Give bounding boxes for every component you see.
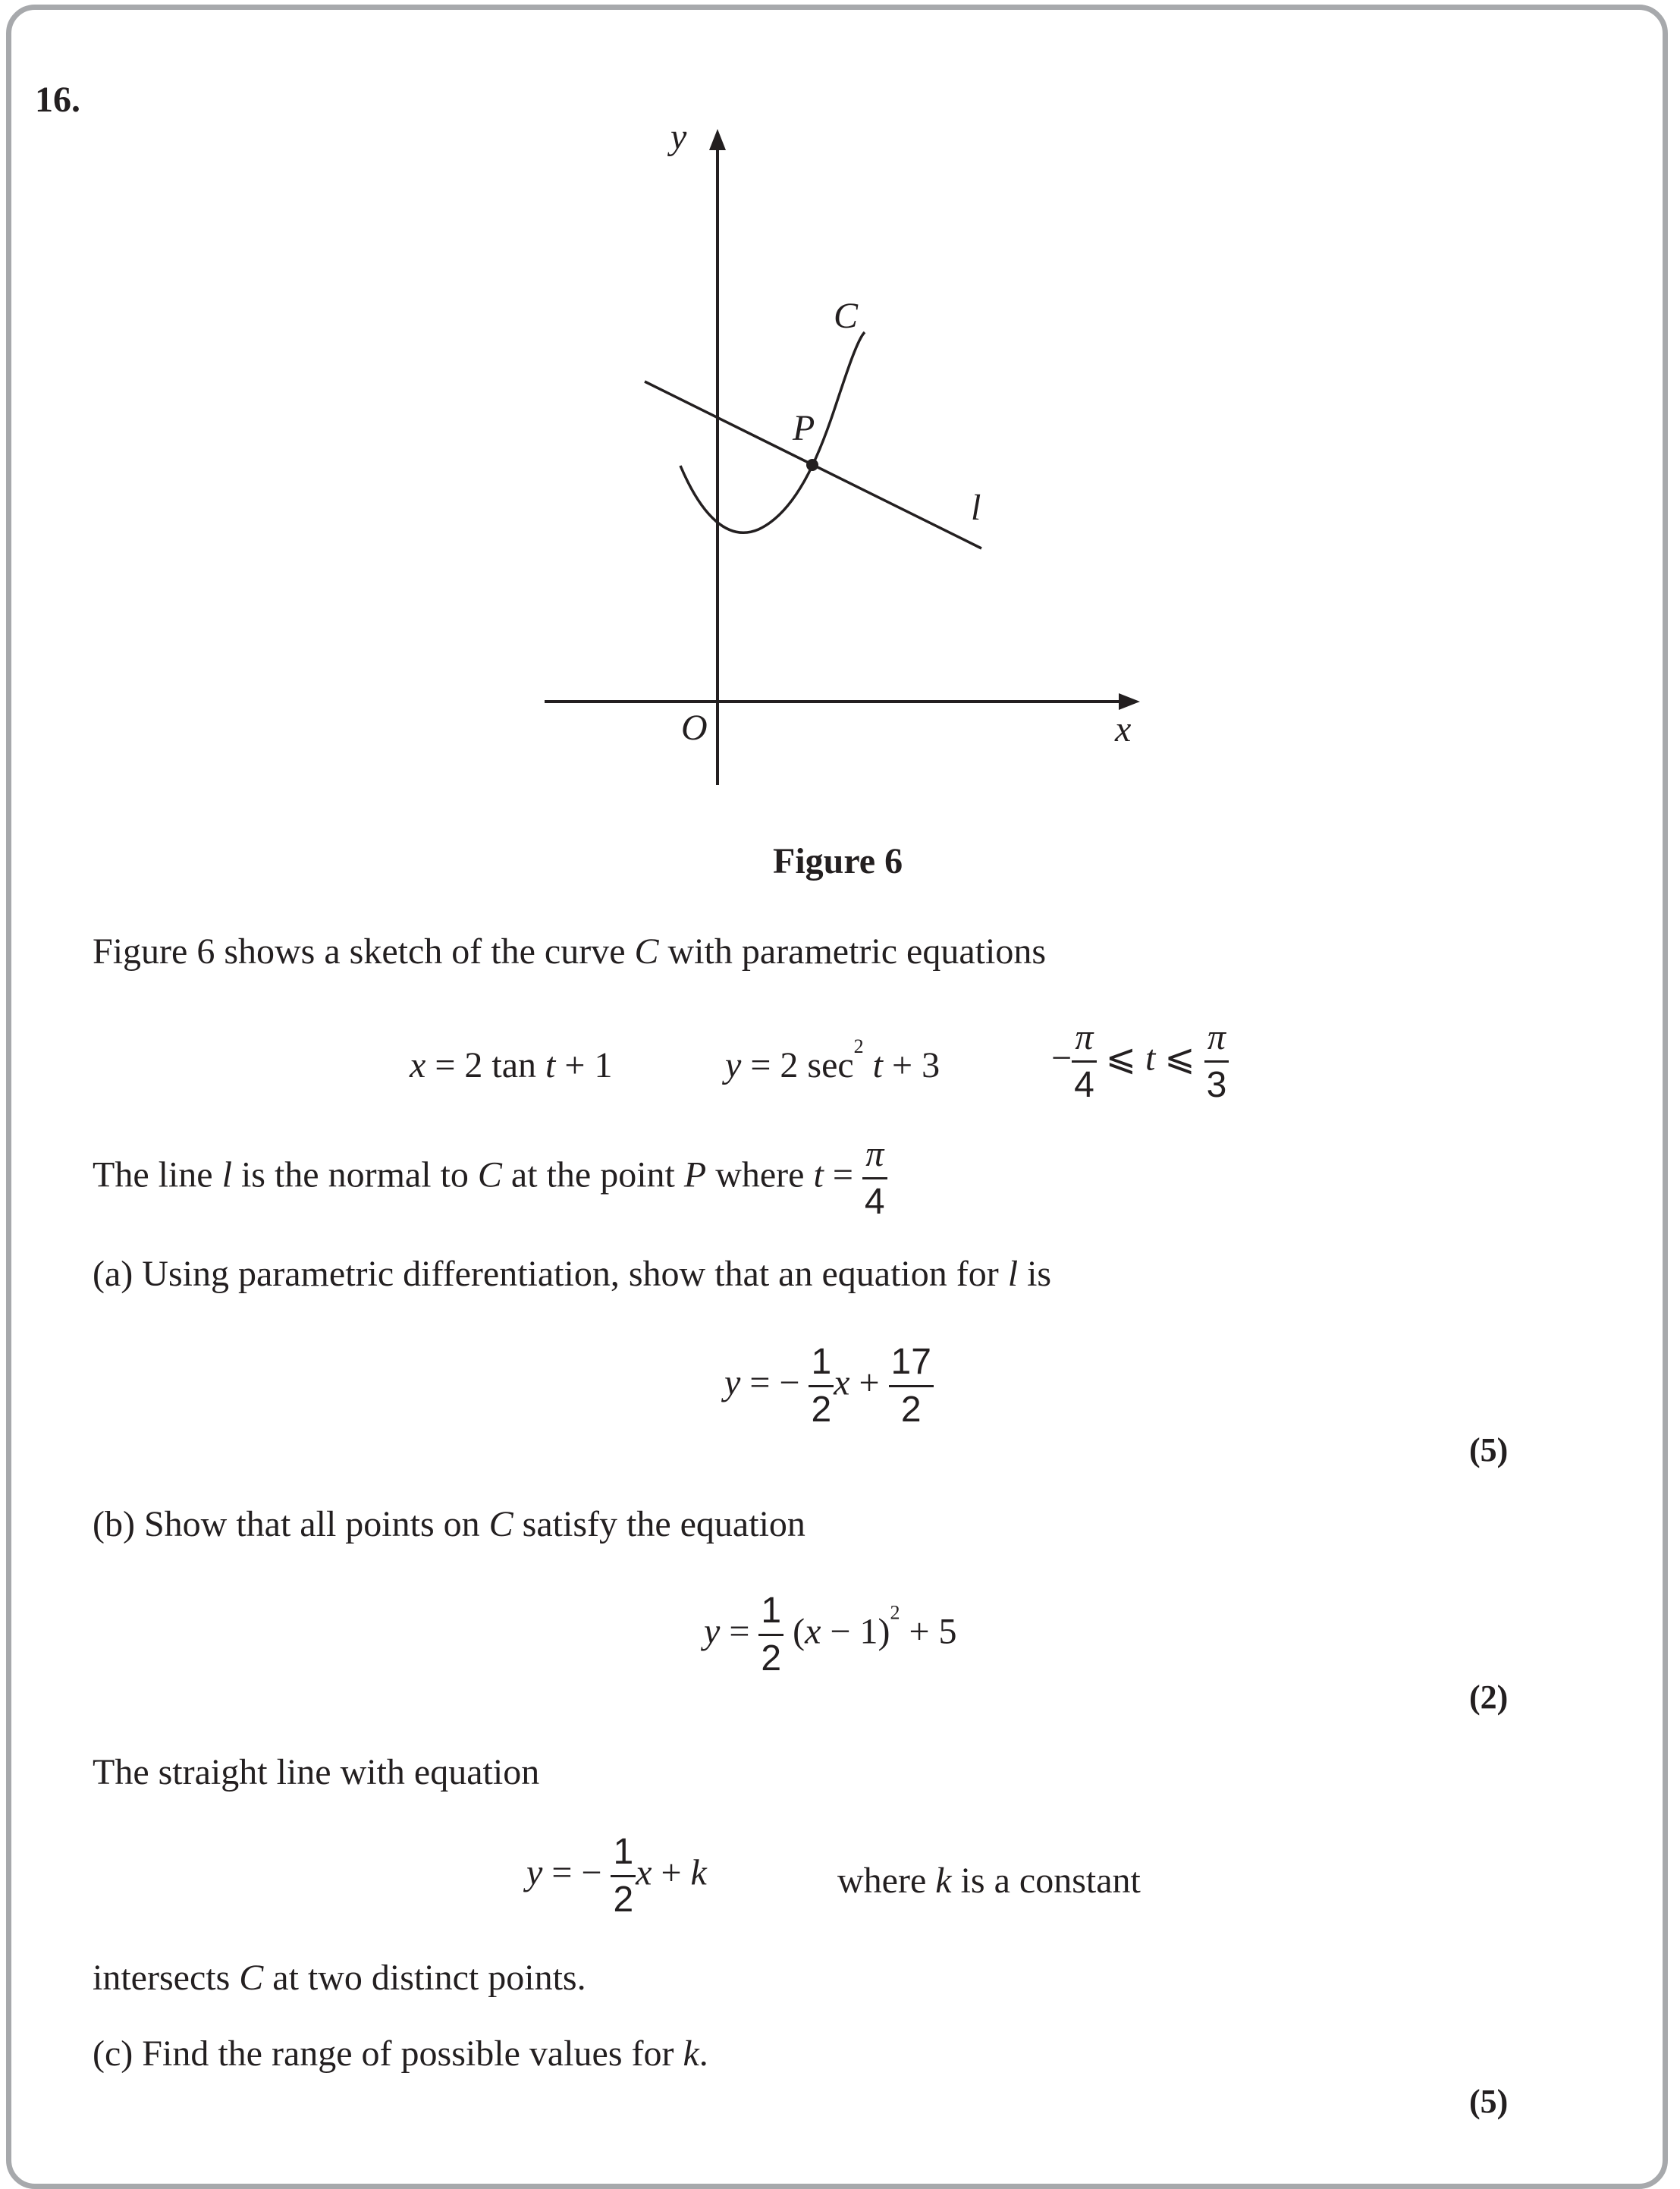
line-equation: y = − $\frac{1}{2}$ x + k <box>526 1832 707 1920</box>
x-axis-arrow <box>1119 693 1140 710</box>
x-axis-label: x <box>1115 709 1132 749</box>
part-b-equation: y = $\frac{1}{2}$ $(x - 1)^2 + 5$ <box>704 1591 957 1679</box>
y-equation: y = 2 $\sec^2 t + 3$ <box>725 1035 940 1085</box>
part-c-text: (c) Find the range of possible values for k. <box>93 2034 708 2074</box>
point-p-marker <box>806 459 818 471</box>
y-axis-arrow <box>709 129 726 150</box>
figure-caption: Figure 6 <box>773 841 903 881</box>
point-label: P <box>793 408 815 448</box>
figure-6-sketch <box>0 0 1680 834</box>
intro-text: Figure 6 shows a sketch of the curve C with parametric equations <box>93 931 1047 972</box>
curve-label: C <box>834 296 859 336</box>
x-equation: x = 2 tan t + 1 <box>410 1045 613 1085</box>
part-a-text: (a) Using parametric differentiation, show that an equation for l is <box>93 1254 1052 1294</box>
intersects-text: intersects C at two distinct points. <box>93 1958 586 1998</box>
normal-statement: The line l is the normal to C at the point P where t = $\frac{\pi}{4}$ <box>93 1136 887 1220</box>
parameter-range: − $\frac{\pi}{4}$ ⩽ t ⩽ $\frac{\pi}{3}$ <box>1051 1019 1229 1104</box>
part-c-marks: (5) <box>1469 2083 1509 2120</box>
part-a-equation: y = − $\frac{1}{2}$ x + $\frac{17}{2}$ <box>724 1344 934 1428</box>
constant-note: where k is a constant <box>837 1861 1141 1901</box>
origin-label: O <box>681 708 708 748</box>
part-b-marks: (2) <box>1469 1679 1509 1716</box>
part-a-marks: (5) <box>1469 1431 1509 1468</box>
part-b-text: (b) Show that all points on C satisfy the equation <box>93 1504 805 1544</box>
y-axis-label: y <box>670 117 687 157</box>
line-label: l <box>971 488 981 528</box>
curve-c <box>680 332 865 532</box>
question-number: 16. <box>35 80 80 120</box>
line-intro: The straight line with equation <box>93 1752 540 1792</box>
